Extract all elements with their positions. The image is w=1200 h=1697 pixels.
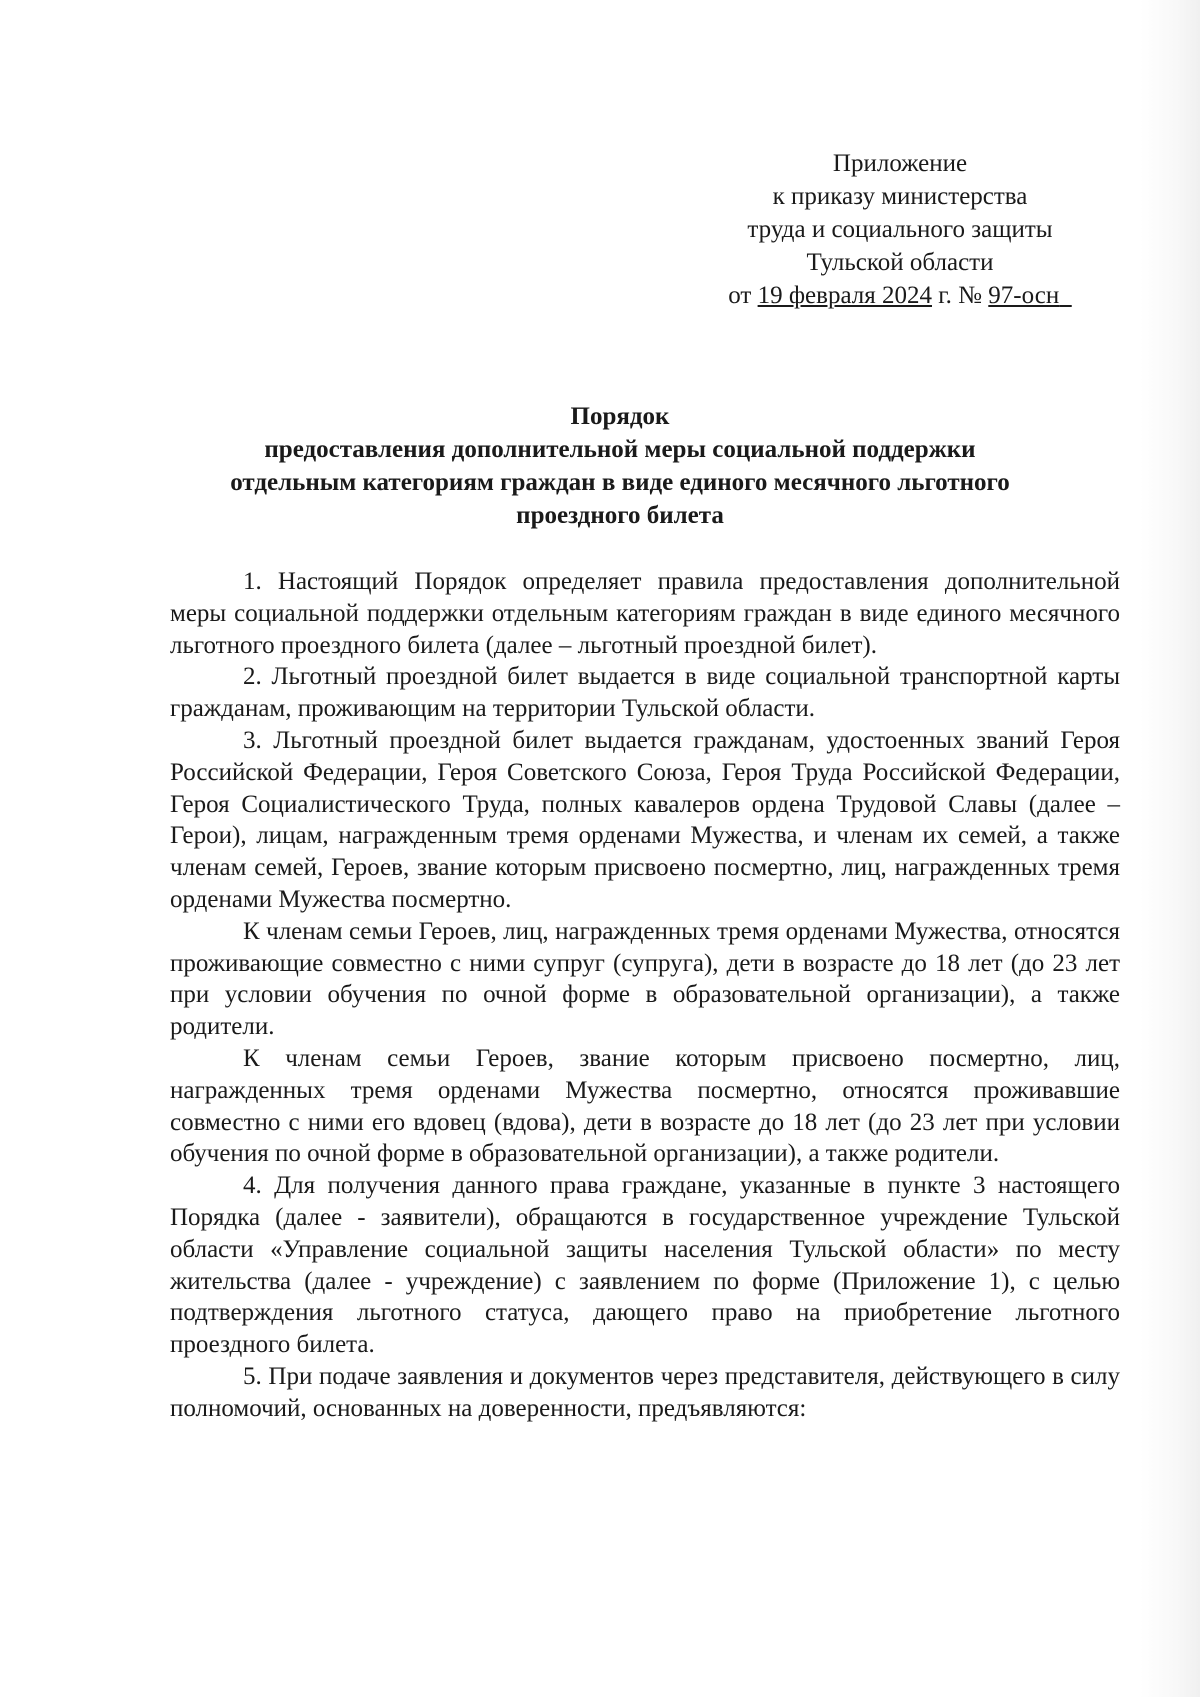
paragraph-1: 1. Настоящий Порядок определяет правила предоставления дополнительной меры социальной поддержки отдельным категориям граждан в виде единого месячного льготного проездного билета (далее – льготный проездной билет). bbox=[170, 568, 1120, 659]
paragraph-2: 2. Льготный проездной билет выдается в виде социальной транспортной карты гражданам, проживающим на территории Тульской области. bbox=[170, 663, 1120, 723]
paragraph-3-family: К членам семьи Героев, лиц, награжденных тремя орденами Мужества, относятся проживающие совместно с ними супруг (супруга), дети в возрасте до 18 лет (до 23 лет при условии обучения по очной форме в образовательной организации), а также родители. bbox=[170, 917, 1120, 1041]
appendix-number: 97-осн bbox=[988, 282, 1060, 309]
paragraph-5: 5. При подаче заявления и документов через представителя, действующего в силу полномочий, основанных на доверенности, предъявляются: bbox=[170, 1362, 1120, 1422]
appendix-region: Тульской области bbox=[806, 249, 994, 276]
appendix-date-line bbox=[680, 279, 1120, 312]
title-line-4: проездного билета bbox=[516, 502, 724, 529]
appendix-underline-tail bbox=[1059, 282, 1072, 309]
title-line-2: предоставления дополнительной меры социальной поддержки bbox=[264, 436, 976, 463]
paragraph-4: 4. Для получения данного права граждане, указанные в пункте 3 настоящего Порядка (далее - заявители), обращаются в государственное учреждение Тульской области «Управление социальной защиты населения Тульской области» по месту жительства (далее - учреждение) с заявлением по форме (Приложение 1), с целью подтверждения льготного статуса, дающего право на приобретение льготного проездного билета. bbox=[170, 1172, 1120, 1359]
appendix-header bbox=[680, 147, 1120, 312]
scan-edge-shading bbox=[1140, 0, 1200, 1697]
paragraph-3: 3. Льготный проездной билет выдается гражданам, удостоенных званий Героя Российской Федерации, Героя Советского Союза, Героя Труда Российской Федерации, Героя Социалистического Труда, полных кавалеров ордена Трудовой Славы (далее – Герои), лицам, награжденным тремя орденами Мужества, и членам их семей, а также членам семей, Героев, звание которым присвоено посмертно, лиц, награжденных тремя орденами Мужества посмертно. bbox=[170, 726, 1120, 913]
appendix-order-ref: к приказу министерства bbox=[772, 183, 1028, 210]
appendix-date: 19 февраля 2024 bbox=[757, 282, 932, 309]
appendix-date-prefix: от bbox=[728, 282, 752, 309]
appendix-ministry: труда и социального защиты bbox=[747, 216, 1053, 243]
paragraph-3-posthumous-family: К членам семьи Героев, звание которым присвоено посмертно, лиц, награжденных тремя орденами Мужества посмертно, относятся проживавшие совместно с ними его вдовец (вдова), дети в возрасте до 18 лет (до 23 лет при условии обучения по очной форме в образовательной организации), а также родители. bbox=[170, 1044, 1120, 1168]
document-body bbox=[170, 566, 1120, 1425]
title-line-1: Порядок bbox=[570, 403, 670, 430]
appendix-number-prefix: г. № bbox=[938, 282, 983, 309]
appendix-label: Приложение bbox=[832, 150, 968, 177]
title-line-3: отдельным категориям граждан в виде единого месячного льготного bbox=[230, 469, 1010, 496]
document-title bbox=[160, 400, 1080, 532]
